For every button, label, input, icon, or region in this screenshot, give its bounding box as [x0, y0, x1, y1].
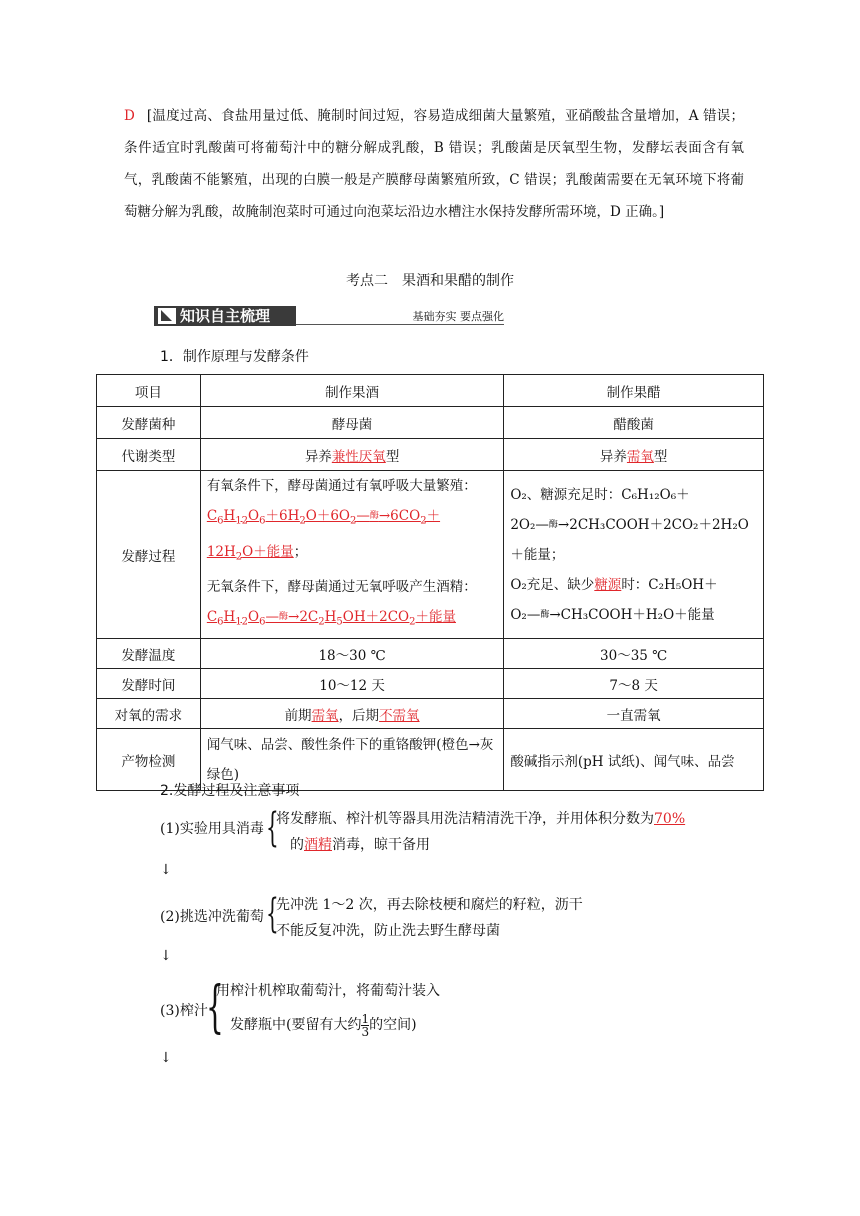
enzyme-label: 酶 — [540, 609, 550, 620]
text: 不能反复冲洗，防止洗去野生酵母菌 — [276, 923, 500, 939]
text: O₂ — [510, 606, 527, 623]
enzyme-label: 酶 — [548, 519, 558, 530]
fraction — [361, 1013, 369, 1038]
text: 发酵瓶中(要留有大约 — [230, 1017, 362, 1033]
cell-vinegar-process — [504, 471, 764, 639]
text: 2O₂ — [510, 516, 536, 533]
text: 异养 — [599, 448, 627, 465]
row-label: 产物检测 — [97, 729, 201, 791]
table-row — [97, 639, 764, 669]
brace: { — [206, 975, 224, 1040]
answer-blank: 需氧 — [311, 707, 339, 724]
text: 无氧条件下，酵母菌通过无氧呼吸产生酒精： — [206, 579, 477, 596]
cell-vinegar: 酸碱指示剂(pH 试纸)、闻气味、品尝 — [504, 729, 764, 791]
comparison-table — [96, 374, 764, 791]
heading-process: 2.发酵过程及注意事项 — [160, 783, 300, 799]
equation-anaerobic: $C_6H_{12}O_6—^酶\to 2C_2H_5OH+2CO_2+$能量 — [206, 609, 456, 629]
step1-content — [276, 806, 685, 858]
banner-rule — [296, 324, 504, 325]
header-cell: 项目 — [97, 375, 201, 407]
checkbox-icon — [158, 308, 176, 324]
brace: { — [266, 891, 279, 937]
down-arrow: ↓ — [160, 862, 172, 878]
banner-bar — [154, 306, 296, 326]
cell-wine-process — [200, 471, 504, 639]
cell-wine: 闻气味、品尝、酸性条件下的重铬酸钾(橙色→灰绿色) — [200, 729, 504, 791]
down-arrow: ↓ — [160, 1050, 172, 1066]
row-label: 代谢类型 — [97, 439, 201, 471]
answer-paragraph — [124, 100, 744, 228]
text: 的 — [290, 837, 304, 853]
down-arrow: ↓ — [160, 948, 172, 964]
brace: { — [266, 805, 279, 851]
equation-vinegar-1: 2O₂—$^酶$→2CH₃COOH＋2CO₂＋2H₂O — [510, 516, 749, 533]
row-label: 发酵菌种 — [97, 407, 201, 439]
enzyme-label: 酶 — [279, 612, 289, 623]
denominator: 3 — [361, 1024, 370, 1039]
text: 时：C₂H₅OH＋ — [621, 576, 718, 593]
text: ＋能量； — [510, 546, 565, 563]
row-label: 发酵温度 — [97, 639, 201, 669]
text: 的空间) — [369, 1017, 417, 1033]
row-label: 对氧的需求 — [97, 699, 201, 729]
section-title: 考点二 果酒和果醋的制作 — [346, 273, 514, 289]
answer-blank: 不需氧 — [379, 707, 420, 724]
table-row — [97, 439, 764, 471]
text: CH₃COOH＋H₂O＋能量 — [560, 606, 715, 623]
numerator: 1 — [361, 1011, 370, 1026]
row-label: 发酵过程 — [97, 471, 201, 639]
cell-vinegar: 醋酸菌 — [504, 407, 764, 439]
banner-subtitle: 基础夯实 要点强化 — [412, 310, 504, 323]
answer-letter: D — [124, 108, 135, 124]
step2-label: (2)挑选冲洗葡萄 — [160, 909, 264, 925]
answer-blank: 70% — [654, 811, 686, 827]
text: 型 — [385, 448, 400, 465]
text: 2CH₃COOH＋2CO₂＋2H₂O — [569, 516, 749, 533]
cell-vinegar: 30～35 ℃ — [504, 639, 764, 669]
equation-vinegar-2: O₂—$^酶$→CH₃COOH＋H₂O＋能量 — [510, 606, 715, 623]
table-row — [97, 669, 764, 699]
text: 将发酵瓶、榨汁机等器具用洗洁精清洗干净，并用体积分数为 — [276, 811, 654, 827]
cell-wine — [200, 439, 504, 471]
text: 用榨汁机榨取葡萄汁，将葡萄汁装入 — [216, 983, 440, 999]
equation-aerobic: $C_6H_{12}O_6+6H_2O+6O_2—^酶\to 6CO_2+$ $12H_2O+$能量； — [206, 508, 441, 563]
text: 异养 — [304, 448, 332, 465]
text — [510, 570, 757, 600]
text: 有氧条件下，酵母菌通过有氧呼吸大量繁殖： — [206, 478, 477, 494]
row-label: 发酵时间 — [97, 669, 201, 699]
answer-blank: 酒精 — [304, 837, 332, 853]
text: 消毒，晾干备用 — [332, 837, 430, 853]
cell-wine: 酵母菌 — [200, 407, 504, 439]
enzyme-label: 酶 — [369, 511, 379, 521]
cell-vinegar — [504, 439, 764, 471]
banner-title: 知识自主梳理 — [180, 307, 271, 325]
cell-wine: 10～12 天 — [200, 669, 504, 699]
answer-blank: 糖源 — [594, 576, 622, 593]
knowledge-banner — [154, 306, 504, 326]
step3-content — [216, 974, 440, 1042]
text: O₂、糖源充足时：C₆H₁₂O₆＋ — [510, 486, 690, 503]
text: 先冲洗 1～2 次，再去除枝梗和腐烂的籽粒，沥干 — [276, 897, 583, 913]
table-row — [97, 699, 764, 729]
answer-blank: 需氧 — [626, 448, 654, 465]
header-cell: 制作果醋 — [504, 375, 764, 407]
table-header-row — [97, 375, 764, 407]
header-cell: 制作果酒 — [200, 375, 504, 407]
step3-label: (3)榨汁 — [160, 1003, 208, 1019]
cell-vinegar: 7～8 天 — [504, 669, 764, 699]
answer-text: [温度过高、食盐用量过低、腌制时间过短，容易造成细菌大量繁殖，亚硝酸盐含量增加，A 错误；条件适宜时乳酸菌可将葡萄汁中的糖分解成乳酸，B 错误；乳酸菌是厌氧型生物，发酵坛表面含有氧气，乳酸菌不能繁殖，出现的白膜一般是产膜酵母菌繁殖所致，C 错误；乳酸菌需要在无氧环境下将葡萄糖分解为乳酸，故腌制泡菜时可通过向泡菜坛沿边水槽注水保持发酵所需环境，D 正确。] — [124, 108, 744, 220]
step2-content — [276, 892, 583, 944]
text: ，后期 — [338, 707, 380, 724]
cell-wine — [200, 699, 504, 729]
answer-blank: 兼性厌氧 — [331, 448, 386, 465]
table-row — [97, 471, 764, 639]
text: 前期 — [284, 707, 312, 724]
cell-wine: 18～30 ℃ — [200, 639, 504, 669]
text: 型 — [653, 448, 668, 465]
text: O₂充足、缺少 — [510, 576, 595, 593]
step1-label: (1)实验用具消毒 — [160, 821, 264, 837]
table-row — [97, 407, 764, 439]
cell-vinegar: 一直需氧 — [504, 699, 764, 729]
heading-principles: 1．制作原理与发酵条件 — [160, 349, 309, 365]
